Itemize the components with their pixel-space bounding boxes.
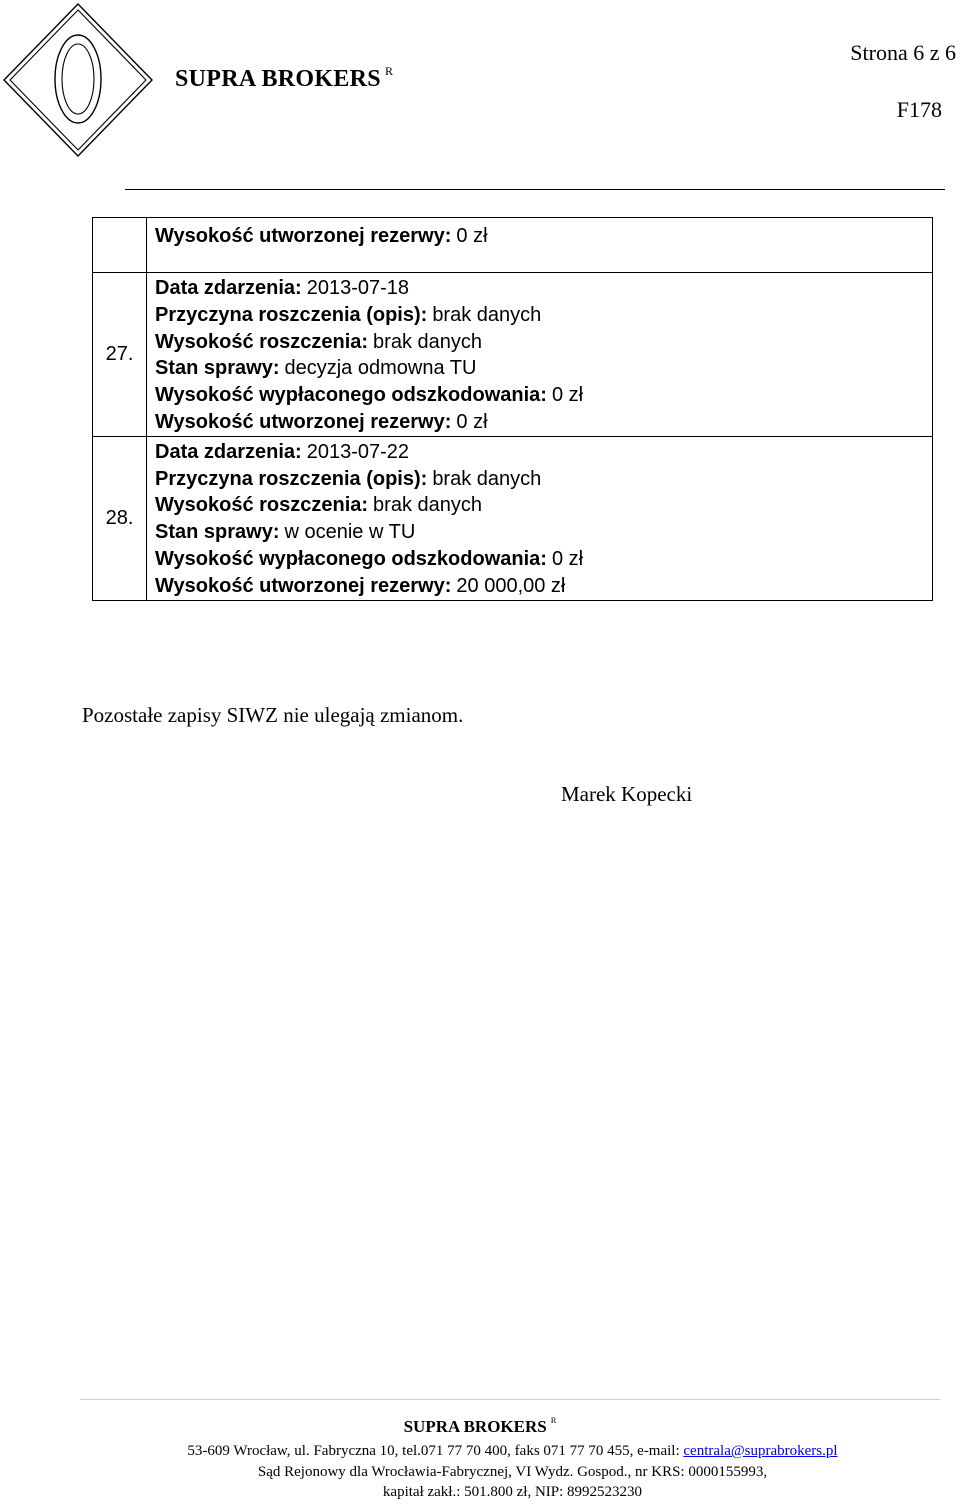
company-logo-icon [0, 0, 160, 160]
table-row [93, 218, 933, 273]
field-value: brak danych [432, 303, 542, 326]
field-value: brak danych [373, 330, 483, 353]
footer-brand: SUPRA BROKERS $^R$ [403, 1415, 557, 1436]
footer-capital-info: kapitał zakł.: 501.800 zł, NIP: 8992523230 [382, 1484, 643, 1500]
email-link[interactable]: centrala@suprabrokers.pl [683, 1443, 838, 1459]
field-value: 2013-07-18 [306, 277, 410, 299]
claim-field-line [155, 492, 932, 519]
field-label: Wysokość utworzonej rezerwy: [155, 574, 452, 597]
document-code: F178 [896, 97, 942, 122]
table-row [93, 436, 933, 600]
field-label: Wysokość wypłaconego odszkodowania: [155, 547, 547, 570]
claim-details-cell [147, 273, 933, 437]
field-value: 20 000,00 zł [456, 574, 566, 597]
claim-field-line [155, 329, 932, 356]
field-value: 2013-07-22 [306, 440, 410, 463]
claim-field-line [155, 275, 932, 302]
footer-court-info: Sąd Rejonowy dla Wrocławia-Fabrycznej, VI Wydz. Gospod., nr KRS: 0000155993, [257, 1464, 768, 1480]
field-value: w ocenie w TU [284, 521, 416, 544]
field-label: Stan sprawy: [155, 521, 280, 544]
row-number-cell [93, 218, 147, 273]
row-number-cell: 27. [93, 273, 147, 437]
field-label: Wysokość roszczenia: [155, 330, 369, 353]
field-value: brak danych [373, 494, 483, 517]
header-divider [125, 189, 945, 190]
field-label: Wysokość utworzonej rezerwy: [155, 225, 452, 247]
row-number-cell: 28. [93, 436, 147, 600]
claim-field-line [155, 519, 932, 546]
field-label: Wysokość roszczenia: [155, 494, 369, 517]
registered-mark-icon: R [550, 1415, 557, 1426]
field-value: 0 zł [551, 384, 584, 407]
footer-divider [80, 1399, 940, 1400]
footer-address: 53-609 Wrocław, ul. Fabryczna 10, tel.071 77 70 400, faks 071 77 70 455, e-mail: centrala@suprabrokers.pl [187, 1443, 838, 1459]
field-value: decyzja odmowna TU [284, 357, 477, 380]
header-brand: SUPRA BROKERS $^R$ [175, 64, 394, 92]
field-label: Przyczyna roszczenia (opis): [155, 303, 428, 326]
field-value: 0 zł [456, 225, 488, 247]
table-row [93, 273, 933, 437]
field-label: Data zdarzenia: [155, 440, 302, 463]
field-label: Wysokość wypłaconego odszkodowania: [155, 384, 547, 407]
field-value: 0 zł [551, 547, 584, 570]
field-label: Data zdarzenia: [155, 277, 302, 299]
field-label: Wysokość utworzonej rezerwy: [155, 410, 452, 433]
claim-field-line [155, 355, 932, 382]
claims-table [92, 217, 933, 601]
claim-field-line [155, 573, 932, 600]
claim-details-cell [147, 436, 933, 600]
field-value: brak danych [432, 467, 542, 490]
field-label: Przyczyna roszczenia (opis): [155, 467, 428, 490]
claim-field-line [155, 546, 932, 573]
field-value: 0 zł [456, 410, 488, 433]
claim-field-line [155, 439, 932, 466]
page-number: Strona 6 z 6 [850, 40, 956, 65]
signer-name: Marek Kopecki [561, 782, 693, 806]
claim-field-line [155, 302, 932, 329]
claim-field-line [155, 220, 932, 250]
closing-statement: Pozostałe zapisy SIWZ nie ulegają zmianom. [82, 703, 464, 727]
claim-field-line [155, 466, 932, 493]
claim-details-cell [147, 218, 933, 273]
registered-mark-icon: R [384, 64, 394, 78]
claim-field-line [155, 409, 932, 436]
field-label: Stan sprawy: [155, 357, 280, 380]
claim-field-line [155, 382, 932, 409]
